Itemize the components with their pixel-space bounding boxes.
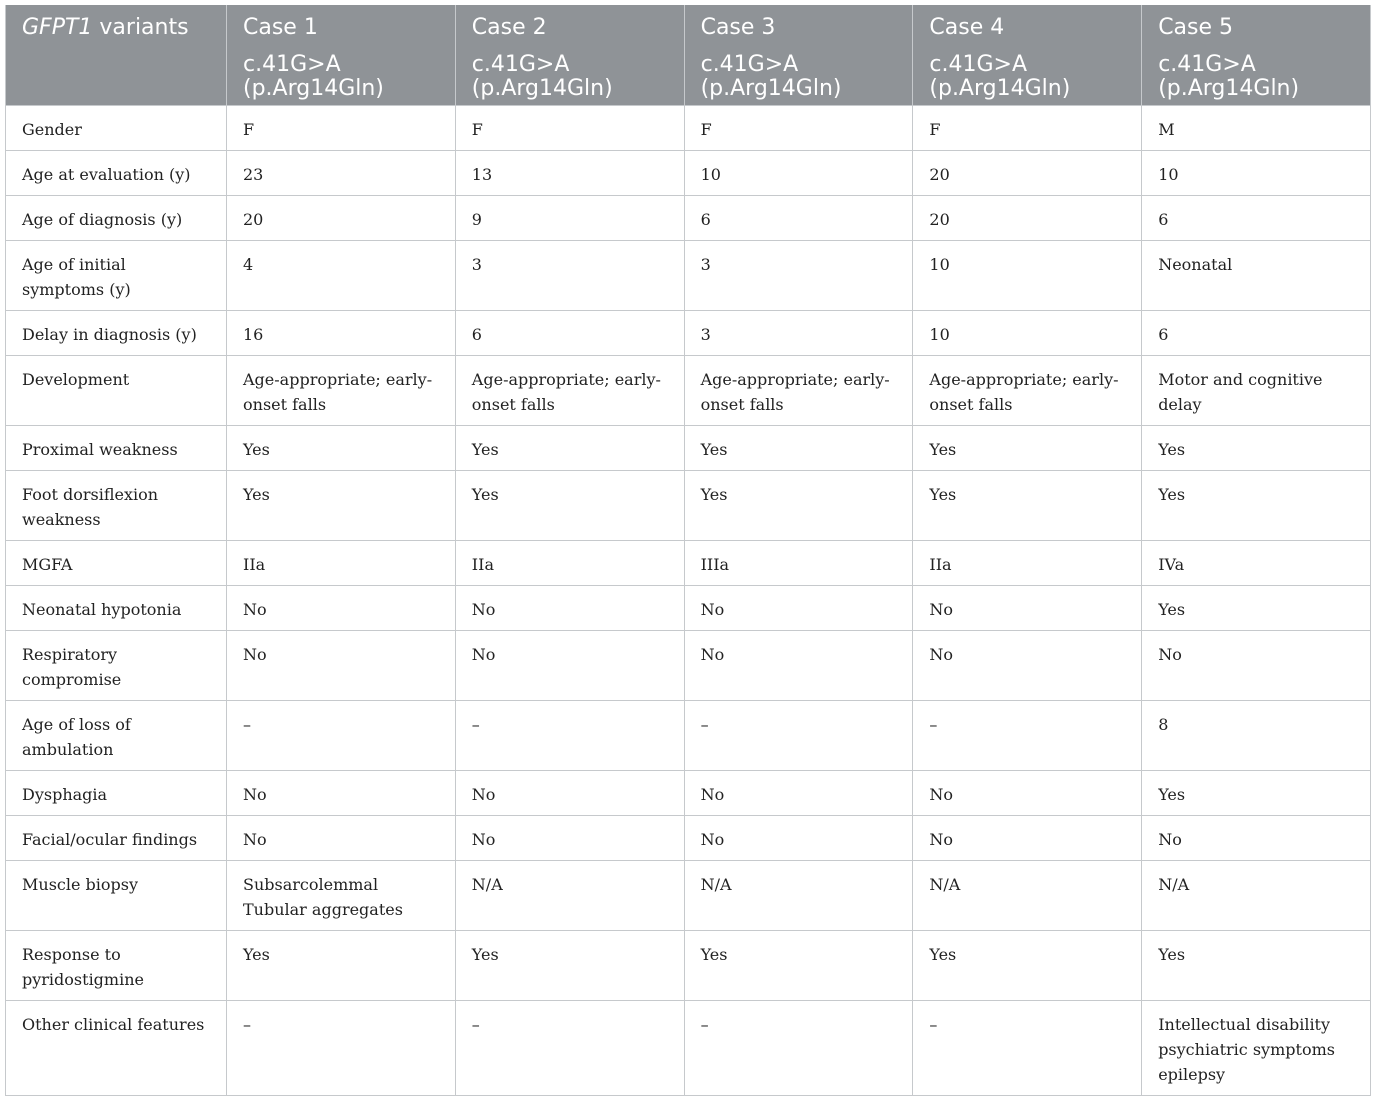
- table-cell: IIa: [455, 541, 684, 586]
- table-cell: Yes: [227, 931, 456, 1001]
- table-cell: No: [455, 771, 684, 816]
- table-cell: 23: [227, 151, 456, 196]
- header-variant-1: [227, 53, 456, 106]
- variants-word: variants: [92, 15, 189, 40]
- row-label: Age of diagnosis (y): [6, 196, 227, 241]
- table-cell: Motor and cognitive delay: [1142, 356, 1371, 426]
- variant-cdna: c.41G>A: [243, 52, 341, 77]
- table-cell: N/A: [684, 861, 913, 931]
- table-cell: N/A: [455, 861, 684, 931]
- table-cell: –: [227, 701, 456, 771]
- table-cell: No: [684, 631, 913, 701]
- table-cell: 10: [913, 311, 1142, 356]
- table-cell: –: [684, 1001, 913, 1096]
- table-cell: Neonatal: [1142, 241, 1371, 311]
- table-row: [6, 701, 1371, 771]
- row-label: Dysphagia: [6, 771, 227, 816]
- table-cell: IIa: [913, 541, 1142, 586]
- table-cell: Age-appropriate; early-onset falls: [455, 356, 684, 426]
- row-label: Age of loss of ambulation: [6, 701, 227, 771]
- table-cell: 20: [227, 196, 456, 241]
- table-cell: IIIa: [684, 541, 913, 586]
- table-cell: No: [913, 631, 1142, 701]
- table-cell: 4: [227, 241, 456, 311]
- table-cell: 3: [684, 311, 913, 356]
- row-label: Foot dorsiflexion weakness: [6, 471, 227, 541]
- row-label: Muscle biopsy: [6, 861, 227, 931]
- gfpt1-cases-table: [5, 5, 1371, 1096]
- table-cell: F: [227, 106, 456, 151]
- table-cell: Age-appropriate; early-onset falls: [227, 356, 456, 426]
- header-empty-cell: [6, 53, 227, 106]
- table-row: [6, 816, 1371, 861]
- table-row: [6, 771, 1371, 816]
- header-row-variants: [6, 53, 1371, 106]
- table-cell: N/A: [913, 861, 1142, 931]
- table-cell: No: [913, 771, 1142, 816]
- table-cell: M: [1142, 106, 1371, 151]
- row-label: MGFA: [6, 541, 227, 586]
- table-cell: 3: [455, 241, 684, 311]
- row-label: Facial/ocular findings: [6, 816, 227, 861]
- table-cell: No: [227, 586, 456, 631]
- header-case-4: Case 4: [913, 5, 1142, 53]
- table-cell: No: [227, 771, 456, 816]
- table-row: [6, 471, 1371, 541]
- table-cell: N/A: [1142, 861, 1371, 931]
- variant-cdna: c.41G>A: [471, 52, 570, 77]
- header-case-3: Case 3: [684, 5, 913, 53]
- table-row: [6, 196, 1371, 241]
- row-label: Respiratory compromise: [6, 631, 227, 701]
- variant-cdna: c.41G>A: [700, 52, 799, 77]
- table-cell: No: [455, 586, 684, 631]
- table-header: [6, 5, 1371, 106]
- table-cell: No: [227, 816, 456, 861]
- row-label: Response to pyridostigmine: [6, 931, 227, 1001]
- table-cell: Yes: [455, 426, 684, 471]
- table-row: [6, 931, 1371, 1001]
- table-cell: –: [684, 701, 913, 771]
- table-cell: Yes: [1142, 586, 1371, 631]
- table-cell: Yes: [1142, 426, 1371, 471]
- table-cell: –: [455, 701, 684, 771]
- table-cell: No: [227, 631, 456, 701]
- table-cell: Yes: [455, 931, 684, 1001]
- table-cell: 10: [913, 241, 1142, 311]
- header-variant-3: [684, 53, 913, 106]
- row-label: Development: [6, 356, 227, 426]
- table-cell: Age-appropriate; early-onset falls: [684, 356, 913, 426]
- table-row: [6, 1001, 1371, 1096]
- row-label: Proximal weakness: [6, 426, 227, 471]
- table-cell: 6: [1142, 196, 1371, 241]
- header-row-case-names: [6, 5, 1371, 53]
- table-cell: No: [455, 631, 684, 701]
- table-cell: Yes: [913, 471, 1142, 541]
- table-cell: Yes: [1142, 471, 1371, 541]
- table-cell: No: [1142, 631, 1371, 701]
- table-cell: Yes: [1142, 931, 1371, 1001]
- table-cell: IVa: [1142, 541, 1371, 586]
- table-cell: Yes: [684, 471, 913, 541]
- table-cell: –: [913, 1001, 1142, 1096]
- table-cell: No: [913, 816, 1142, 861]
- table-row: [6, 631, 1371, 701]
- table-cell: No: [684, 816, 913, 861]
- variant-cdna: c.41G>A: [929, 52, 1028, 77]
- table-cell: Yes: [227, 471, 456, 541]
- table-cell: Yes: [1142, 771, 1371, 816]
- row-label: Gender: [6, 106, 227, 151]
- variant-protein: (p.Arg14Gln): [929, 76, 1071, 101]
- table-cell: 16: [227, 311, 456, 356]
- table-cell: 9: [455, 196, 684, 241]
- table-cell: Yes: [455, 471, 684, 541]
- variant-protein: (p.Arg14Gln): [1158, 76, 1300, 101]
- table-cell: F: [684, 106, 913, 151]
- table-cell: No: [455, 816, 684, 861]
- table-cell: 6: [684, 196, 913, 241]
- table-cell: Yes: [913, 426, 1142, 471]
- gene-name: GFPT1: [22, 15, 93, 40]
- table-row: [6, 586, 1371, 631]
- row-label: Age at evaluation (y): [6, 151, 227, 196]
- variant-protein: (p.Arg14Gln): [471, 76, 613, 101]
- table-cell: 10: [684, 151, 913, 196]
- table-container: [5, 5, 1370, 1096]
- table-cell: No: [684, 771, 913, 816]
- row-label: Neonatal hypotonia: [6, 586, 227, 631]
- table-cell: 6: [455, 311, 684, 356]
- row-label: Delay in diagnosis (y): [6, 311, 227, 356]
- table-cell: 8: [1142, 701, 1371, 771]
- table-cell: 13: [455, 151, 684, 196]
- table-row: [6, 541, 1371, 586]
- table-cell: 20: [913, 151, 1142, 196]
- table-cell: No: [684, 586, 913, 631]
- table-body: [6, 106, 1371, 1096]
- header-variant-2: [455, 53, 684, 106]
- table-cell: –: [455, 1001, 684, 1096]
- variant-cdna: c.41G>A: [1158, 52, 1256, 77]
- header-case-2: Case 2: [455, 5, 684, 53]
- table-row: [6, 311, 1371, 356]
- table-cell: 10: [1142, 151, 1371, 196]
- table-row: [6, 106, 1371, 151]
- table-cell: Yes: [684, 426, 913, 471]
- table-cell: 6: [1142, 311, 1371, 356]
- table-cell: Yes: [684, 931, 913, 1001]
- table-cell: No: [1142, 816, 1371, 861]
- table-cell: No: [913, 586, 1142, 631]
- variant-protein: (p.Arg14Gln): [243, 76, 384, 101]
- table-cell: F: [913, 106, 1142, 151]
- header-case-5: Case 5: [1142, 5, 1371, 53]
- table-row: [6, 356, 1371, 426]
- variant-protein: (p.Arg14Gln): [700, 76, 842, 101]
- row-label: Age of initial symptoms (y): [6, 241, 227, 311]
- table-row: [6, 426, 1371, 471]
- table-cell: –: [913, 701, 1142, 771]
- table-cell: Yes: [227, 426, 456, 471]
- table-row: [6, 241, 1371, 311]
- row-label: Other clinical features: [6, 1001, 227, 1096]
- table-cell: F: [455, 106, 684, 151]
- table-row: [6, 151, 1371, 196]
- header-variant-4: [913, 53, 1142, 106]
- table-row: [6, 861, 1371, 931]
- table-cell: Subsarcolemmal Tubular aggregates: [227, 861, 456, 931]
- table-cell: Age-appropriate; early-onset falls: [913, 356, 1142, 426]
- table-cell: 20: [913, 196, 1142, 241]
- header-case-1: Case 1: [227, 5, 456, 53]
- table-cell: 3: [684, 241, 913, 311]
- table-cell: IIa: [227, 541, 456, 586]
- table-cell: –: [227, 1001, 456, 1096]
- header-variant-5: [1142, 53, 1371, 106]
- table-cell: Intellectual disability psychiatric symptoms epilepsy: [1142, 1001, 1371, 1096]
- header-variants-label: [6, 5, 227, 53]
- table-cell: Yes: [913, 931, 1142, 1001]
